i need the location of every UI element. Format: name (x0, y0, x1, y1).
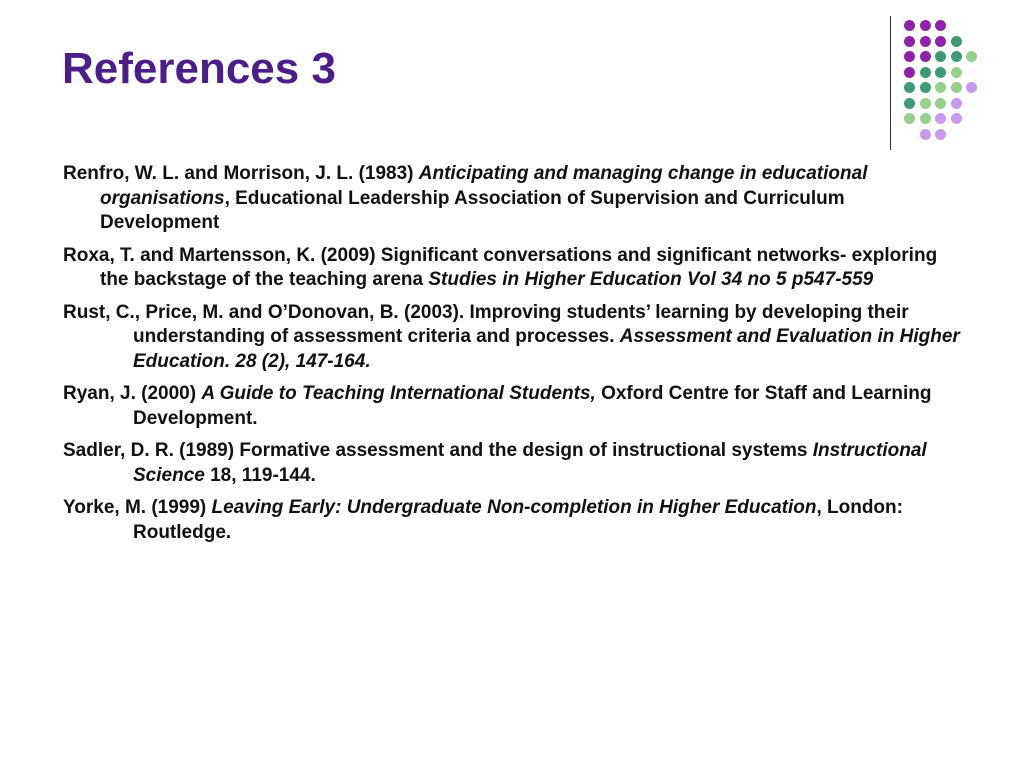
reference-italic-text: Assessment and Evaluation in Higher Education. 28 (2), 147-164. (133, 326, 960, 372)
decorative-dot (966, 82, 977, 93)
reference-text: Ryan, J. (2000) (63, 383, 202, 404)
reference-list (63, 162, 963, 553)
reference-text: Renfro, W. L. and Morrison, J. L. (1983) (63, 163, 419, 184)
decorative-dot (935, 51, 946, 62)
decorative-dot (951, 67, 962, 78)
vertical-divider (890, 16, 891, 150)
reference-text: Sadler, D. R. (1989) Formative assessment and the design of instructional systems (63, 440, 813, 461)
reference-italic-text: Studies in Higher Education Vol 34 no 5 p547-559 (428, 269, 874, 290)
decorative-dot (920, 113, 931, 124)
reference-text: 18, 119-144. (204, 464, 316, 486)
reference-entry (63, 439, 963, 488)
decorative-dot (935, 129, 946, 140)
decorative-dot (920, 20, 931, 31)
reference-entry (63, 244, 963, 293)
decorative-dot (951, 98, 962, 109)
reference-italic-text: Anticipating and managing change in educational organisations (100, 163, 868, 209)
decorative-dot (935, 36, 946, 47)
decorative-dot (951, 36, 962, 47)
decorative-dot (904, 98, 915, 109)
reference-italic-text: A Guide to Teaching International Students, (201, 383, 596, 404)
reference-text: Rust, C., Price, M. and O’Donovan, B. (2003). Improving students’ learning by developing their understanding of assessment criteria and processes. (63, 301, 909, 347)
reference-entry (63, 496, 963, 545)
reference-italic-text: Instructional Science (133, 440, 927, 486)
decorative-dot (904, 36, 915, 47)
decorative-dot (935, 98, 946, 109)
decorative-dot (904, 82, 915, 93)
decorative-dot (920, 98, 931, 109)
reference-entry (63, 382, 963, 431)
decorative-dot (920, 51, 931, 62)
reference-italic-text: Leaving Early: Undergraduate Non-completion in Higher Education (211, 497, 817, 518)
reference-text: , Educational Leadership Association of Supervision and Curriculum Development (100, 187, 845, 233)
reference-text: Yorke, M. (1999) (63, 497, 212, 518)
decorative-dot (920, 129, 931, 140)
decorative-dot (951, 51, 962, 62)
slide-title: References 3 (62, 44, 336, 93)
decorative-dot (904, 67, 915, 78)
reference-text: , London: Routledge. (133, 497, 903, 543)
decorative-dot (935, 82, 946, 93)
decorative-dot (951, 113, 962, 124)
decorative-dot (935, 20, 946, 31)
decorative-dot-grid (900, 16, 980, 146)
decorative-dot (904, 113, 915, 124)
decorative-dot (904, 51, 915, 62)
reference-entry (63, 162, 963, 236)
decorative-dot (920, 36, 931, 47)
reference-entry (63, 301, 963, 375)
decorative-dot (920, 82, 931, 93)
decorative-dot (935, 113, 946, 124)
reference-text: Roxa, T. and Martensson, K. (2009) Significant conversations and significant networks- exploring the backstage of the teaching arena (63, 244, 938, 290)
decorative-dot (935, 67, 946, 78)
decorative-dot (951, 82, 962, 93)
reference-text: Oxford Centre for Staff and Learning Development. (133, 383, 932, 429)
decorative-dot (920, 67, 931, 78)
decorative-dot (904, 20, 915, 31)
decorative-dot (966, 51, 977, 62)
